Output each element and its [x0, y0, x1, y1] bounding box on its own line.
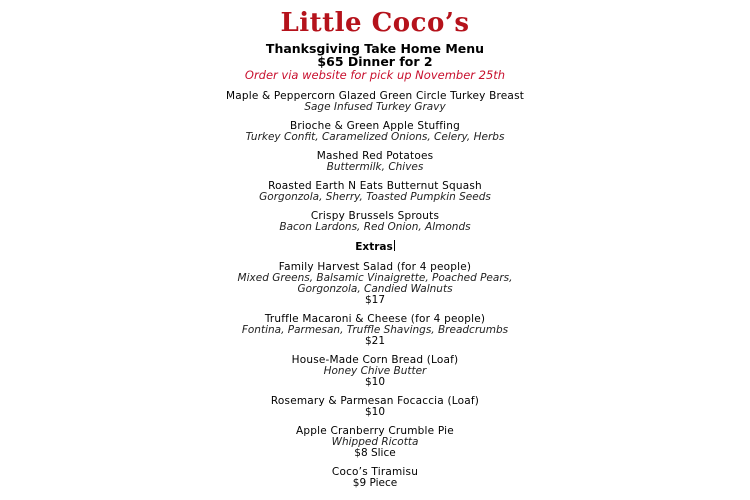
menu-heading: Thanksgiving Take Home Menu [265, 41, 485, 56]
dinner-item-name: Roasted Earth N Eats Butternut Squash [268, 180, 482, 192]
dinner-item-name: Crispy Brussels Sprouts [310, 210, 440, 222]
extra-item-price: $8 Slice [354, 447, 396, 459]
extra-item-description: Gorgonzola, Candied Walnuts [297, 283, 453, 295]
dinner-item-description: Sage Infused Turkey Gravy [304, 101, 446, 113]
dinner-item-description: Gorgonzola, Sherry, Toasted Pumpkin Seeds [259, 191, 491, 203]
extras-heading [0, 240, 750, 253]
dinner-item-name: Maple & Peppercorn Glazed Green Circle Turkey Breast [225, 90, 525, 102]
dinner-item-description: Bacon Lardons, Red Onion, Almonds [279, 221, 471, 233]
menu-offer: $65 Dinner for 2 [317, 54, 433, 69]
extra-item-description: Honey Chive Butter [323, 365, 427, 377]
order-note: Order via website for pick up November 25th [244, 68, 506, 82]
text-cursor [394, 240, 395, 251]
extra-item-name: Truffle Macaroni & Cheese (for 4 people) [264, 313, 486, 325]
dinner-item-name: Brioche & Green Apple Stuffing [289, 120, 461, 132]
extra-item-price: $21 [364, 335, 386, 347]
extra-item-name: Rosemary & Parmesan Focaccia (Loaf) [270, 395, 480, 407]
extra-item-price: $9 Piece [352, 477, 398, 489]
extra-item-name: Coco’s Tiramisu [331, 466, 419, 478]
dinner-item-name: Mashed Red Potatoes [316, 150, 434, 162]
extras-heading-label: Extras [355, 241, 393, 253]
extra-item-price: $10 [364, 406, 386, 418]
dinner-item-description: Buttermilk, Chives [326, 161, 424, 173]
extra-item-name: Family Harvest Salad (for 4 people) [278, 261, 472, 273]
extra-item-name: House-Made Corn Bread (Loaf) [291, 354, 459, 366]
extra-item-price: $17 [364, 294, 386, 306]
extra-item-description: Fontina, Parmesan, Truffle Shavings, Breadcrumbs [241, 324, 509, 336]
extra-item-price: $10 [364, 376, 386, 388]
extra-item-description: Whipped Ricotta [331, 436, 419, 448]
extra-item-name: Apple Cranberry Crumble Pie [296, 425, 454, 437]
restaurant-name: Little Coco’s [280, 8, 470, 38]
extra-item-description: Mixed Greens, Balsamic Vinaigrette, Poached Pears, [237, 272, 513, 284]
dinner-item-description: Turkey Confit, Caramelized Onions, Celery, Herbs [245, 131, 505, 143]
